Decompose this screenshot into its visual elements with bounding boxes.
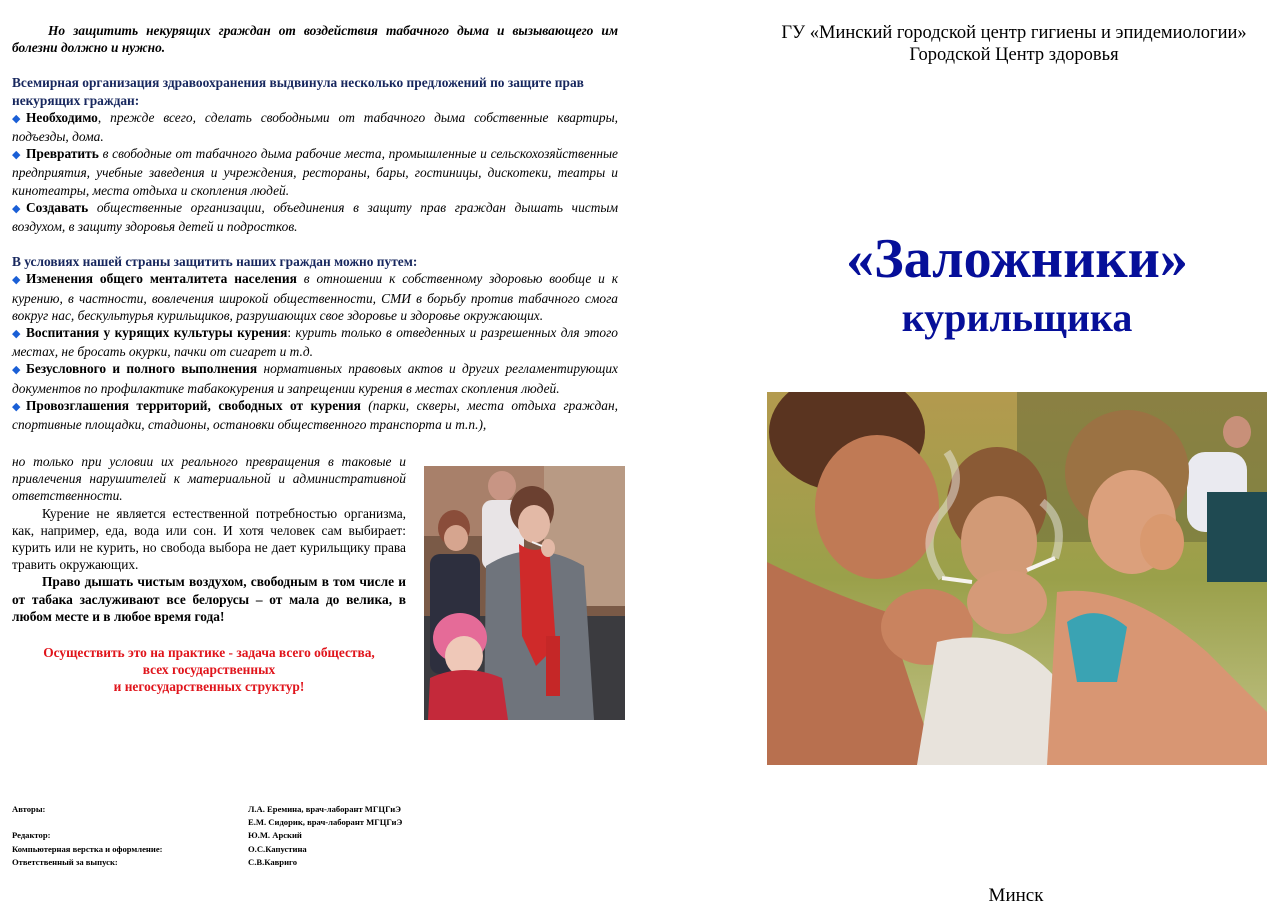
- country-list: [12, 270, 618, 433]
- diamond-bullet-icon: ◆: [12, 112, 21, 125]
- bullet-item: [12, 360, 618, 396]
- bullet-keyword: Создавать: [26, 199, 89, 215]
- bullet-item: [12, 270, 618, 324]
- credit-label: Ответственный за выпуск:: [12, 856, 118, 867]
- bullet-text: в отношении к собственному здоровью вообще и к курению, в частности, вовлечения широкой общественности, СМИ в борьбу против табачного смога вокруг нас, бескультурья курильщиков, разрушающих свое здоровье и здоровье окружающих.: [12, 271, 618, 323]
- diamond-bullet-icon: ◆: [12, 274, 21, 287]
- bullet-text: курить только в отведенных и разрешенных для этого местах, не бросать окурки, пачки от сигарет и т.д.: [12, 325, 618, 360]
- bullet-item: [12, 324, 618, 360]
- bullet-keyword: Необходимо: [26, 109, 98, 125]
- continuation-text: но только при условии их реального превращения в таковые и привлечения нарушителей к материальной и административной ответственности.: [12, 454, 406, 504]
- intro-paragraph: Но защитить некурящих граждан от воздействия табачного дыма и вызывающего им болезни должно и нужно.: [12, 23, 618, 56]
- credit-label: [12, 816, 248, 829]
- credit-row: [12, 856, 402, 869]
- diamond-bullet-icon: ◆: [12, 202, 21, 215]
- who-list: [12, 109, 618, 235]
- credit-row: [12, 829, 402, 842]
- red-note-line: всех государственных: [142, 662, 276, 678]
- lower-text-block: [12, 453, 406, 625]
- health-center-name: Городской Центр здоровья: [909, 45, 1119, 65]
- red-note: [12, 644, 406, 696]
- bullet-text: общественные организации, объединения в защиту прав граждан дышать чистым воздухом, в защиту здоровья детей и подростков.: [12, 199, 618, 235]
- bullet-keyword: Безусловного и полного выполнения: [26, 361, 258, 377]
- left-column: [12, 22, 618, 433]
- credit-value: Ю.М. Арский: [248, 830, 302, 841]
- diamond-bullet-icon: ◆: [12, 364, 21, 377]
- diamond-bullet-icon: ◆: [12, 328, 21, 341]
- organization-name: ГУ «Минский городской центр гигиены и эпидемиологии»: [781, 23, 1247, 43]
- bullet-item: [12, 199, 618, 235]
- credit-value: Л.А. Еремина, врач-лаборант МГЦГиЭ: [248, 804, 401, 814]
- bullet-separator: ,: [97, 109, 102, 125]
- bullet-text: (парки, скверы, места отдыха граждан, спортивные площадки, стадионы, остановки общественного транспорта и т.п.),: [12, 397, 618, 433]
- cover-subtitle: курильщика: [901, 295, 1133, 340]
- organization-header: [750, 22, 1278, 66]
- bullet-text: в свободные от табачного дыма рабочие места, промышленные и сельскохозяйственные предприятия, учебные заведения и учреждения, рестораны, бары, гостиницы, дискотеки, театры и кинотеатры, места отдыха и скопления людей.: [12, 146, 618, 198]
- right-to-clean-air-paragraph: Право дышать чистым воздухом, свободным в том числе и от табака заслуживают все белорусы – от мала до велика, в любом месте и в любое время года!: [12, 574, 406, 624]
- bullet-text: прежде всего, сделать свободными от табачного дыма собственные квартиры, подъезды, дома.: [12, 109, 618, 145]
- bullet-keyword: Изменения общего менталитета населения: [26, 271, 297, 287]
- bullet-keyword: Превратить: [26, 146, 99, 162]
- credit-value: С.В.Кавриго: [248, 856, 298, 867]
- credit-row: [12, 843, 402, 856]
- red-note-line: Осуществить это на практике - задача всего общества,: [43, 645, 375, 660]
- diamond-bullet-icon: ◆: [12, 400, 21, 413]
- young-smokers-photo: [767, 392, 1267, 765]
- credit-value: Е.М. Сидорик, врач-лаборант МГЦГиЭ: [248, 817, 403, 828]
- red-note-line: и негосударственных структур!: [113, 679, 305, 695]
- credit-row: [12, 816, 402, 829]
- city-name: Минск: [988, 885, 1044, 906]
- cover-title: «Заложники»: [846, 228, 1188, 290]
- bullet-item: [12, 109, 618, 145]
- bullet-item: [12, 397, 618, 433]
- credit-label: Редактор:: [12, 830, 51, 841]
- credit-value: О.С.Капустина: [248, 843, 307, 854]
- street-smoker-photo: [424, 466, 625, 720]
- bullet-item: [12, 145, 618, 199]
- credit-label: Авторы:: [12, 804, 46, 814]
- smoking-paragraph: Курение не является естественной потребностью организма, как, например, еда, вода или сон. И хотя человек сам выбирает: курить или не курить, но свобода выбора не дает курильщику права травить окружающих.: [12, 505, 406, 573]
- credit-label: Компьютерная верстка и оформление:: [12, 843, 163, 854]
- bullet-keyword: Провозглашения территорий, свободных от курения: [26, 397, 361, 413]
- country-heading: В условиях нашей страны защитить наших граждан можно путем:: [12, 254, 418, 270]
- diamond-bullet-icon: ◆: [12, 149, 21, 162]
- who-heading: Всемирная организация здравоохранения выдвинула несколько предложений по защите прав некурящих граждан:: [12, 75, 584, 108]
- bullet-keyword: Воспитания у курящих культуры курения: [26, 325, 288, 341]
- credit-row: [12, 803, 402, 816]
- bullet-text: нормативных правовых актов и других регламентирующих документов по профилактике табакокурения и запрещении курения в местах скопления людей.: [12, 361, 618, 396]
- credits-block: [12, 803, 402, 869]
- bullet-separator: :: [287, 325, 292, 341]
